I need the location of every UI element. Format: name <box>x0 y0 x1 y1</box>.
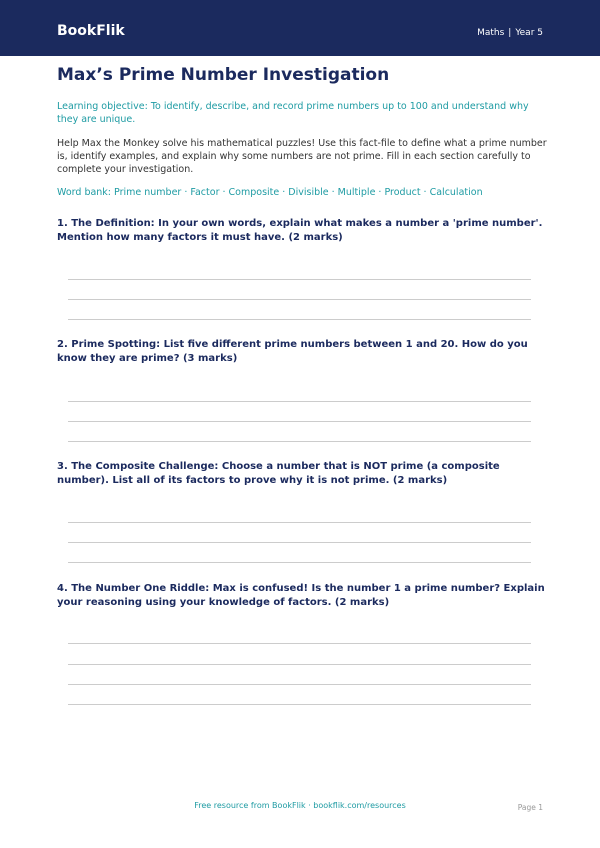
question-4: 4. The Number One Riddle: Max is confused! Is the number 1 a prime number? Explain your reasoning using your knowledge of factors. (2 marks) <box>57 583 545 608</box>
answer-line[interactable] <box>68 401 531 402</box>
subject-label: Maths <box>477 28 505 38</box>
answer-line[interactable] <box>68 562 531 563</box>
word-bank: Word bank: Prime number · Factor · Composite · Divisible · Multiple · Product · Calculation <box>57 187 483 198</box>
answer-line[interactable] <box>68 441 531 442</box>
year-label: Year 5 <box>515 28 543 38</box>
learning-objective: Learning objective: To identify, describe, and record prime numbers up to 100 and understand why they are unique. <box>57 101 529 125</box>
answer-line[interactable] <box>68 542 531 543</box>
answer-line[interactable] <box>68 664 531 665</box>
page-number: Page 1 <box>517 803 543 812</box>
footer-credit[interactable]: Free resource from BookFlik · bookflik.com/resources <box>194 801 406 810</box>
brand-logo: BookFlik <box>57 23 125 39</box>
page-title: Max’s Prime Number Investigation <box>57 65 390 85</box>
header-bar <box>0 0 600 56</box>
meta-separator: | <box>508 28 512 38</box>
question-2: 2. Prime Spotting: List five different prime numbers between 1 and 20. How do you know they are prime? (3 marks) <box>57 339 528 364</box>
answer-line[interactable] <box>68 319 531 320</box>
answer-line[interactable] <box>68 421 531 422</box>
intro-paragraph: Help Max the Monkey solve his mathematical puzzles! Use this fact-file to define what a prime number is, identify examples, and explain why some numbers are not prime. Fill in each section carefully to complete your investigation. <box>57 138 547 175</box>
subject-year <box>477 28 543 38</box>
answer-line[interactable] <box>68 279 531 280</box>
question-3: 3. The Composite Challenge: Choose a number that is NOT prime (a composite number). List all of its factors to prove why it is not prime. (2 marks) <box>57 461 500 486</box>
answer-line[interactable] <box>68 704 531 705</box>
answer-line[interactable] <box>68 684 531 685</box>
answer-line[interactable] <box>68 522 531 523</box>
answer-line[interactable] <box>68 299 531 300</box>
question-1: 1. The Definition: In your own words, explain what makes a number a 'prime number'. Mention how many factors it must have. (2 marks) <box>57 218 543 243</box>
answer-line[interactable] <box>68 643 531 644</box>
